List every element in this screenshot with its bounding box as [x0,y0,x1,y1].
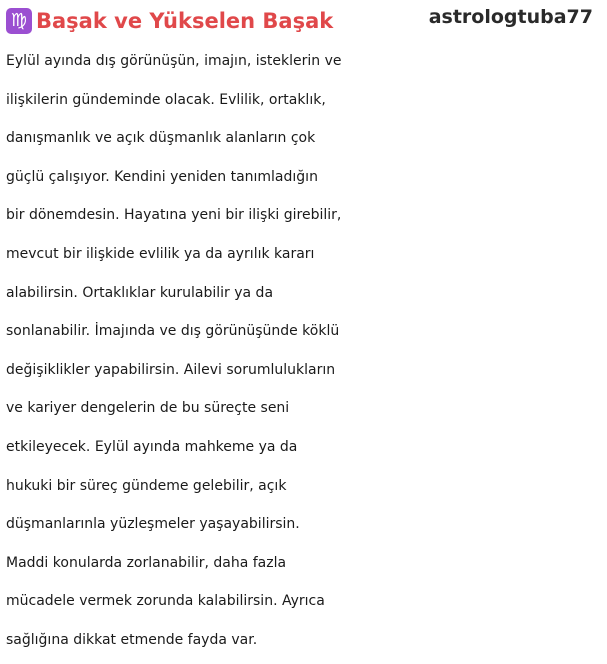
post-title: Başak ve Yükselen Başak [36,9,334,33]
text-line: değişiklikler yapabilirsin. Ailevi sorumlulukların [6,361,336,378]
text-line: alabilirsin. Ortaklıklar kurulabilir ya da [6,284,274,301]
text-line: etkileyecek. Eylül ayında mahkeme ya da [6,438,298,455]
text-line: güçlü çalışıyor. Kendini yeniden tanımladığın [6,168,318,185]
author-username: astrologtuba77 [428,6,593,28]
text-line: düşmanlarınla yüzleşmeler yaşayabilirsin. [6,516,300,533]
text-line: danışmanlık ve açık düşmanlık alanların çok [6,130,316,147]
text-line: hukuki bir süreç gündeme gelebilir, açık [6,477,287,494]
text-line: ilişkilerin gündeminde olacak. Evlilik, ortaklık, [6,91,326,108]
virgo-sign-icon: ♍ [6,8,32,34]
text-line: sonlanabilir. İmajında ve dış görünüşünde köklü [6,323,340,340]
text-line: sağlığına dikkat etmende fayda var. [6,631,258,648]
title-group [6,8,333,34]
text-line: mevcut bir ilişkide evlilik ya da ayrılık kararı [6,245,315,262]
post-header [6,6,601,40]
horoscope-text [6,42,601,660]
text-line: ve kariyer dengelerin de bu süreçte seni [6,400,290,417]
text-line: mücadele vermek zorunda kalabilirsin. Ayrıca [6,593,325,610]
text-line: bir dönemdesin. Hayatına yeni bir ilişki girebilir, [6,207,342,224]
text-line: Maddi konularda zorlanabilir, daha fazla [6,554,287,571]
text-line: Eylül ayında dış görünüşün, imajın, isteklerin ve [6,53,342,69]
